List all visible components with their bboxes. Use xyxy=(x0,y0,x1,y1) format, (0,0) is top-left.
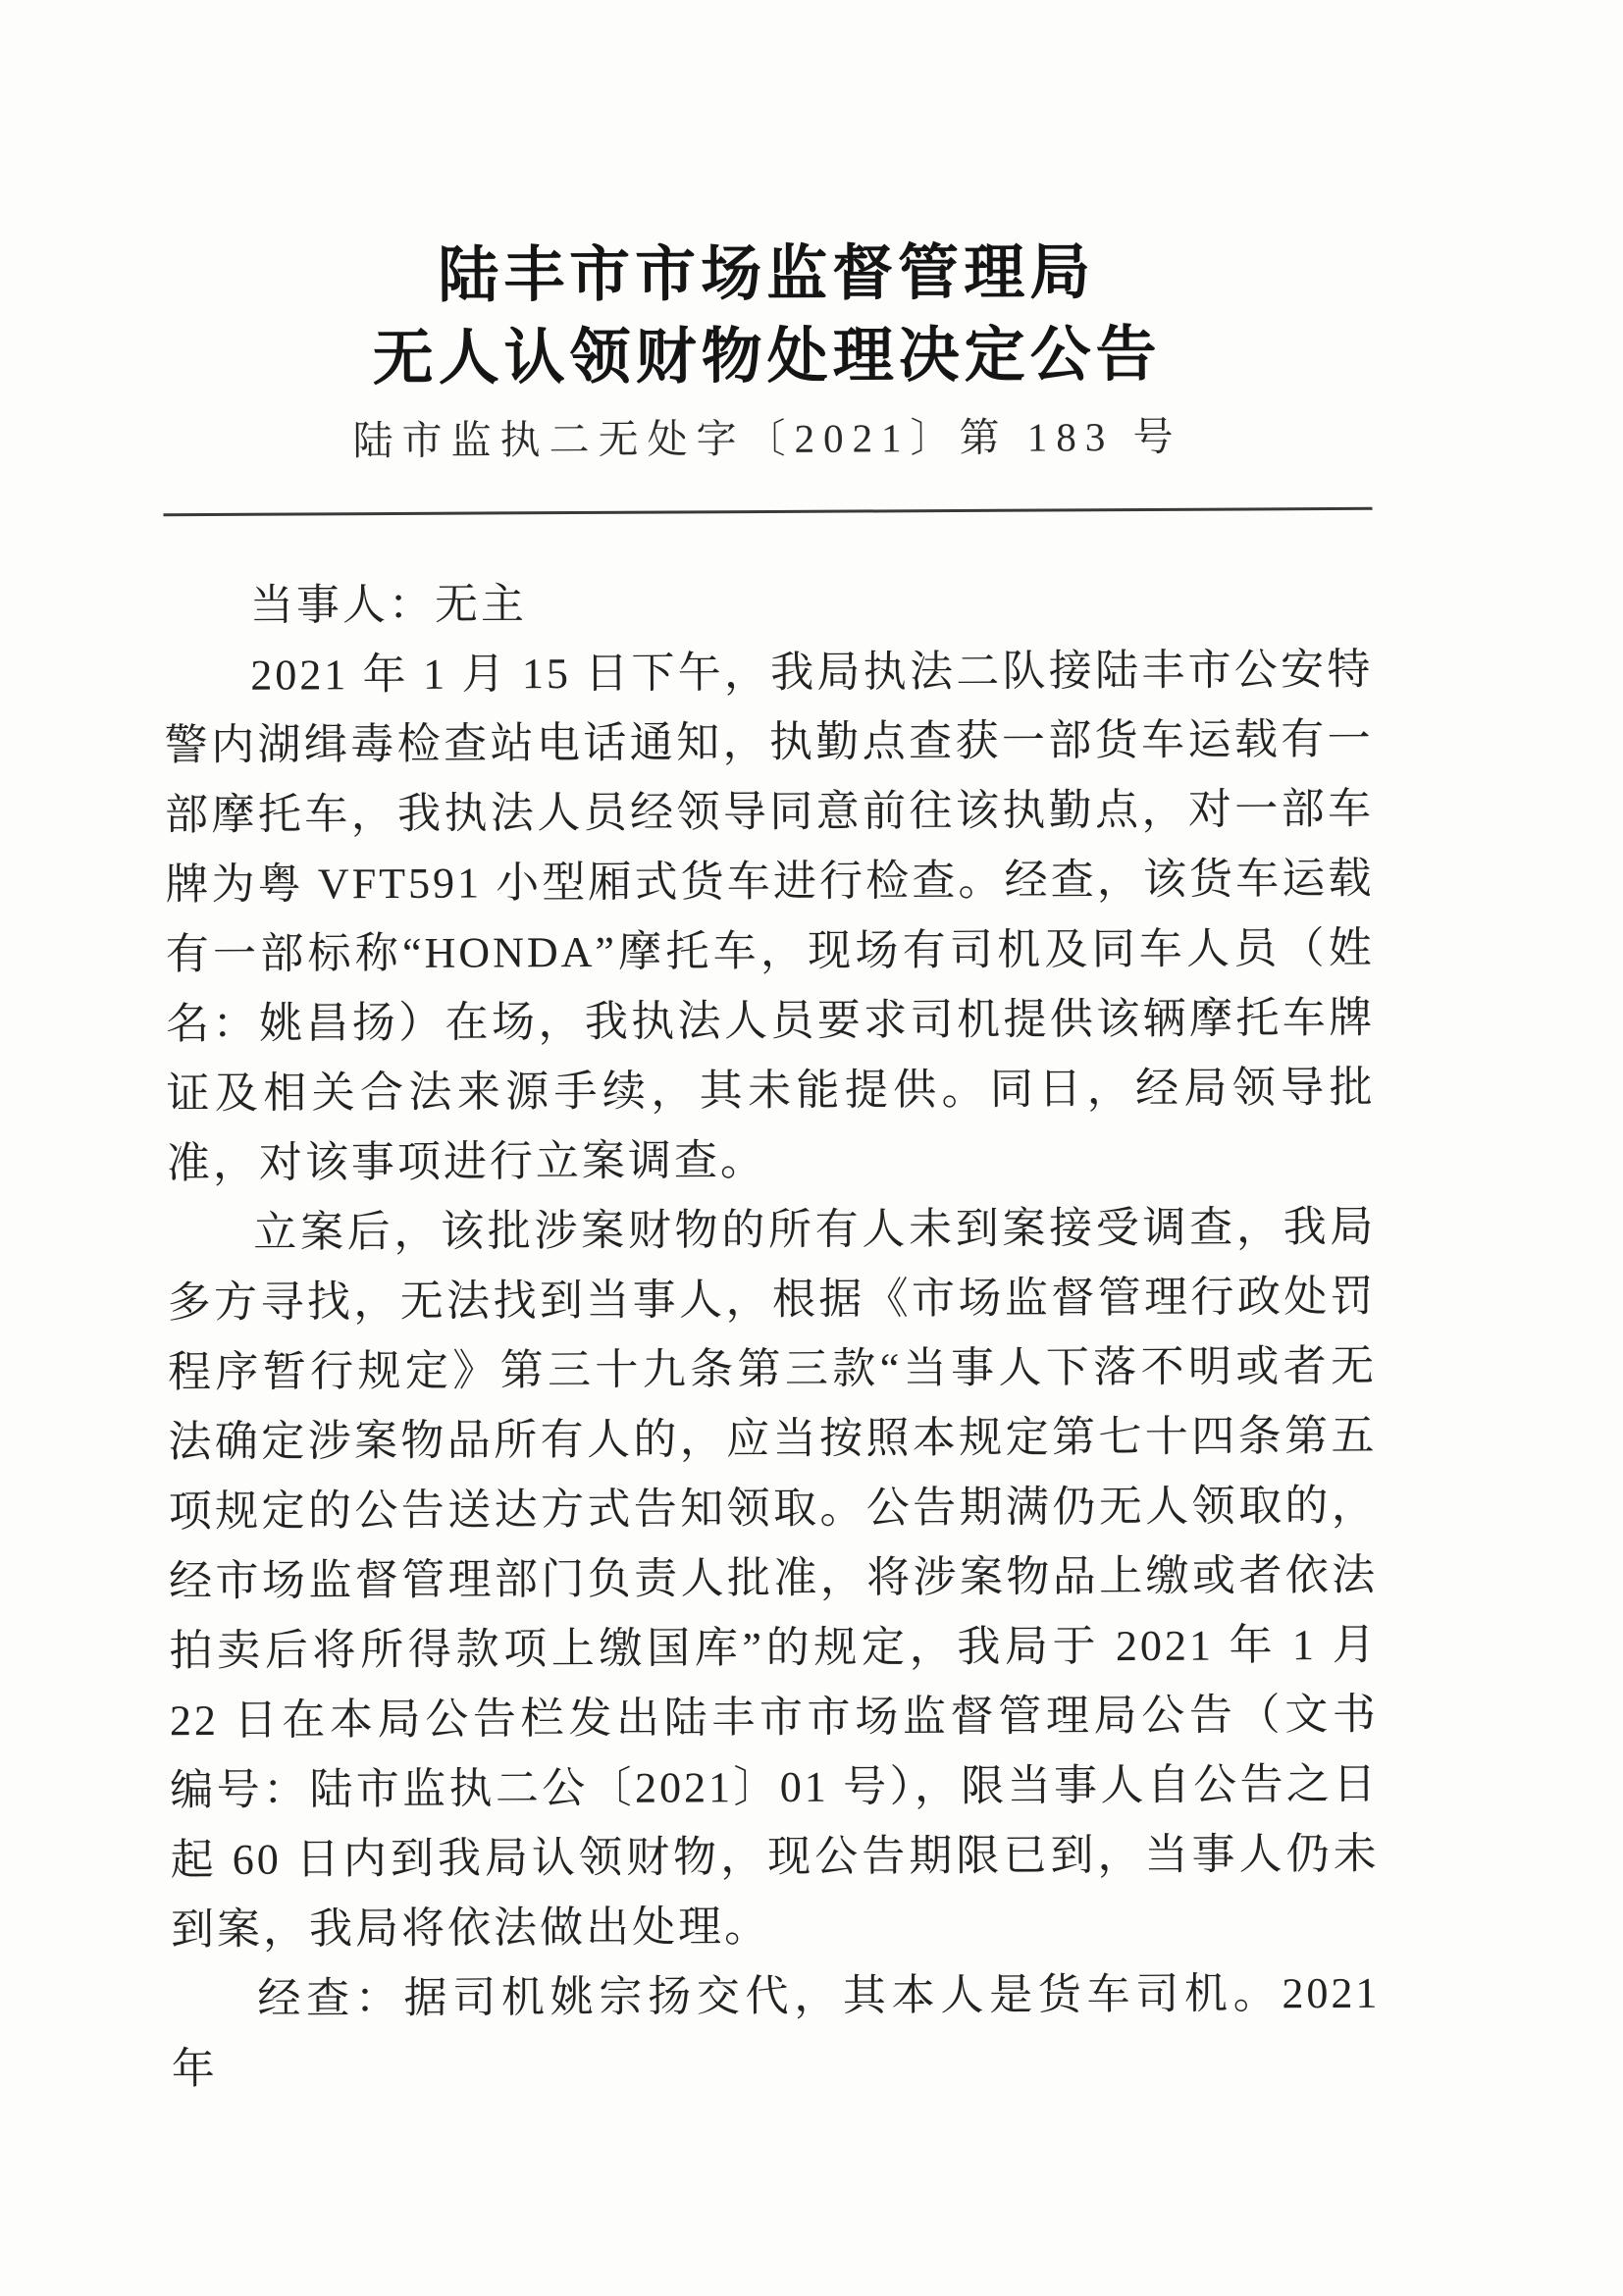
body-paragraph: 立案后，该批涉案财物的所有人未到案接受调查，我局多方寻找，无法找到当事人，根据《市场监督管理行政处罚程序暂行规定》第三十九条第三款“当事人下落不明或者无法确定涉案物品所有人的，应当按照本规定第七十四条第五项规定的公告送达方式告知领取。公告期满仍无人领取的，经市场监督管理部门负责人批准，将涉案物品上缴或者依法拍卖后将所得款项上缴国库”的规定，我局于 2021 年 1 月 22 日在本局公告栏发出陆丰市市场监督管理局公告（文书编号：陆市监执二公〔2021〕01 号），限当事人自公告之日起 60 日内到我局认领财物，现公告期限已到，当事人仍未到案，我局将依法做出处理。 xyxy=(167,1202,1380,1955)
body-paragraph: 2021 年 1 月 15 日下午，我局执法二队接陆丰市公安特警内湖缉毒检查站电话通知，执勤点查获一部货车运载有一部摩托车，我执法人员经领导同意前往该执勤点，对一部车牌为粤 VFT591 小型厢式货车进行检查。经查，该货车运载有一部标称“HONDA”摩托车，现场有司机及同车人员（姓名：姚昌扬）在场，我执法人员要求司机提供该辆摩托车牌证及相关合法来源手续，其未能提供。同日，经局领导批准，对该事项进行立案调查。 xyxy=(164,645,1376,1188)
document-content xyxy=(162,231,1381,2104)
party-line: 当事人：无主 xyxy=(249,580,528,630)
doc-title-line1: 陆丰市市场监督管理局 xyxy=(438,239,1096,310)
doc-body xyxy=(164,565,1381,2104)
doc-title-line2: 无人认领财物处理决定公告 xyxy=(372,321,1162,393)
title-divider xyxy=(163,507,1372,516)
doc-number: 陆市监执二无处字〔2021〕第 183 号 xyxy=(352,413,1182,464)
doc-title xyxy=(162,231,1372,401)
body-paragraph: 经查：据司机姚宗扬交代，其本人是货车司机。2021 年 xyxy=(171,1968,1381,2094)
